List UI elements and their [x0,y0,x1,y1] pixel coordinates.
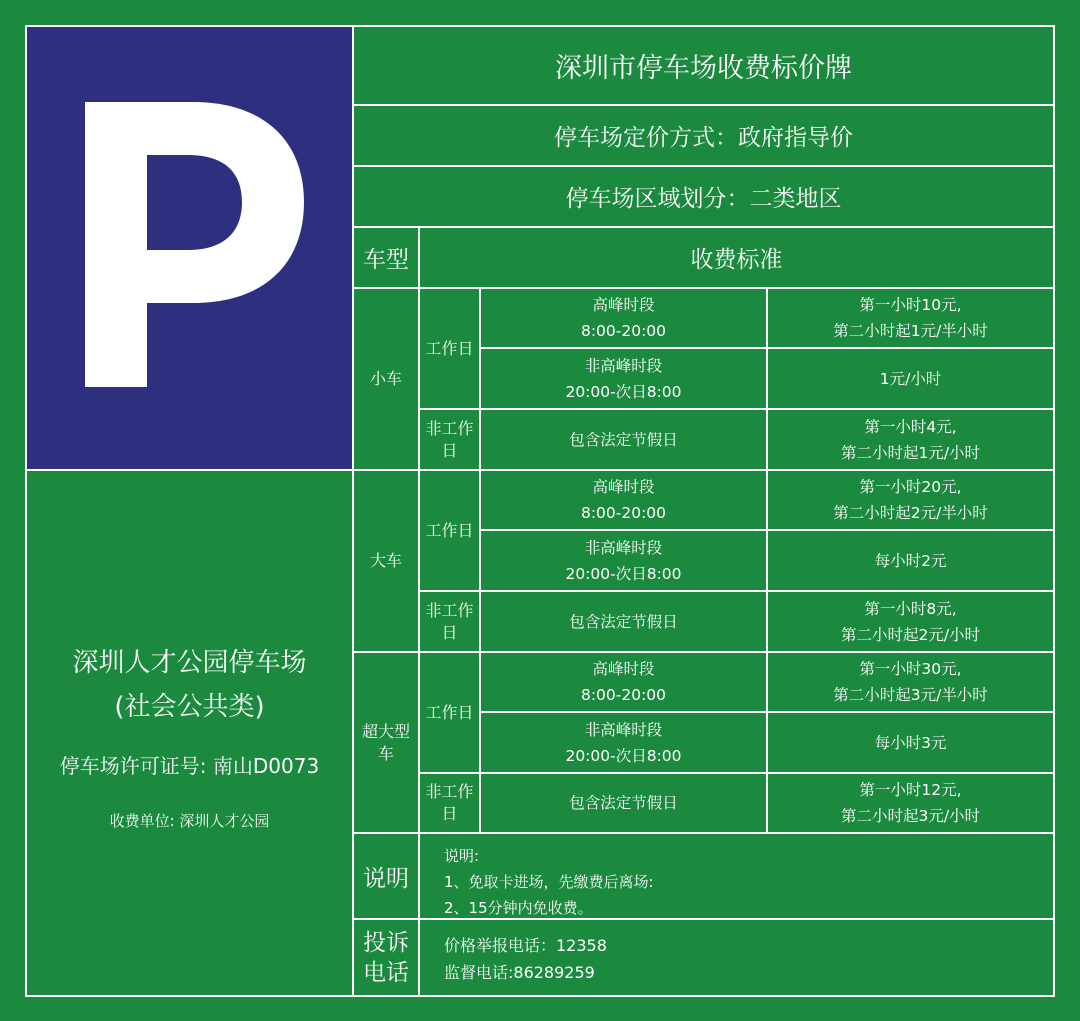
column-header-vehicle: 车型 [363,247,409,273]
day-type-workday: 工作日 [425,520,474,540]
period-cell: 高峰时段 8:00-20:00 [580,660,667,704]
lot-name: 深圳人才公园停车场 [72,647,307,678]
lot-category: (社会公共类) [114,691,265,722]
price-cell: 1元/小时 [879,369,942,388]
price-cell: 第一小时12元, 第二小时起3元/小时 [840,781,981,825]
vehicle-type-large: 大车 [369,551,402,570]
day-type-workday: 工作日 [425,702,474,722]
period-cell: 高峰时段 8:00-20:00 [580,296,667,340]
price-cell: 每小时2元 [874,551,947,570]
period-cell: 非高峰时段 20:00-次日8:00 [565,720,682,765]
area-classification: 停车场区域划分：二类地区 [565,186,842,212]
notes-text: 说明: 1、免取卡进场，先缴费后离场: 2、15分钟内免收费。 [444,847,654,917]
period-cell: 非高峰时段 20:00-次日8:00 [565,356,682,401]
notes-label: 说明 [363,865,409,892]
day-type-nonworkday: 非工作 日 [425,418,474,460]
complaint-phones: 价格举报电话：12358 监督电话:86289259 [444,936,607,982]
vehicle-type-small: 小车 [369,369,402,388]
day-type-nonworkday: 非工作 日 [425,782,474,823]
price-cell: 每小时3元 [874,733,947,752]
sign-title: 深圳市停车场收费标价牌 [555,53,852,84]
price-cell: 第一小时4元, 第二小时起1元/小时 [840,417,981,462]
period-cell: 非高峰时段 20:00-次日8:00 [565,538,682,583]
vehicle-type-extra-large: 超大型 车 [361,722,410,763]
complaint-label: 投诉 电话 [363,929,409,986]
period-cell: 包含法定节假日 [569,794,678,812]
price-cell: 第一小时20元, 第二小时起2元/半小时 [833,478,988,522]
period-cell: 包含法定节假日 [569,612,678,631]
lot-license: 停车场许可证号: 南山D0073 [59,753,320,778]
price-cell: 第一小时30元, 第二小时起3元/半小时 [833,660,988,704]
price-cell: 第一小时8元, 第二小时起2元/小时 [840,599,981,644]
column-header-standard: 收费标准 [690,247,783,273]
day-type-workday: 工作日 [425,338,474,358]
day-type-nonworkday: 非工作 日 [425,600,474,642]
price-cell: 第一小时10元, 第二小时起1元/半小时 [833,296,988,340]
parking-p-icon [25,25,353,469]
charging-unit: 收费单位: 深圳人才公园 [109,811,270,830]
period-cell: 高峰时段 8:00-20:00 [580,478,667,522]
period-cell: 包含法定节假日 [569,430,678,449]
pricing-method: 停车场定价方式：政府指导价 [554,125,853,151]
